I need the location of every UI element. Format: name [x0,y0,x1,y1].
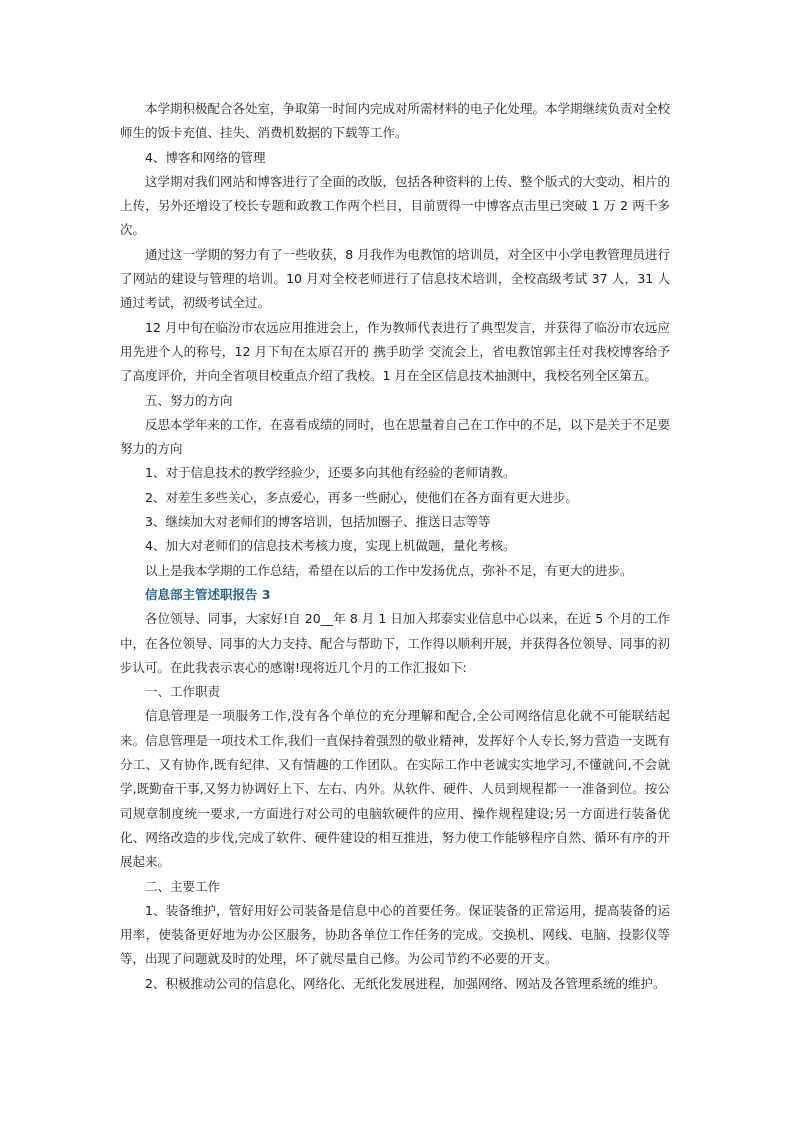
paragraph-reflection: 反思本学年来的工作，在喜看成绩的同时，也在思量着自己在工作中的不足，以下是关于不足要努力的方向 [120,416,671,457]
paragraph-conclusion: 以上是我本学期的工作总结，希望在以后的工作中发扬优点，弥补不足，有更大的进步。 [145,562,633,578]
section-main-work: 二、主要工作 [145,878,221,894]
section-direction: 五、努力的方向 [145,392,233,408]
paragraph-informatization: 2、积极推动公司的信息化、网络化、无纸化发展进程，加强网络、网站及各管理系统的维护。 [145,975,666,991]
paragraph-card-management: 本学期积极配合各处室，争取第一时间内完成对所需材料的电子化处理。本学期继续负责对全校师生的饭卡充值、挂失、消费机数据的下载等工作。 [120,101,671,141]
section-duties: 一、工作职责 [145,684,221,700]
list-item-3: 3、继续加大对老师们的博客培训，包括加圈子、推送日志等等 [145,514,491,530]
paragraph-training: 通过这一学期的努力有了一些收获，8 月我作为电教馆的培训员，对全区中小学电教管理员进行了网站的建设与管理的培训。10 月对全校老师进行了信息技术培训，全校高级考试 37 人，31 人通过考试，初级考试全过。 [120,246,670,311]
paragraph-greeting: 各位领导、同事，大家好!自 20__年 8 月 1 日加入邦泰实业信息中心以来，在近 5 个月的工作中，在各位领导、同事的大力支持、配合与帮助下，工作得以顺利开展，并获得各位领导、同事的初步认可。在此我表示衷心的感谢!现将近几个月的工作汇报如下: [120,611,671,675]
list-item-1: 1、对于信息技术的教学经验少，还要多向其他有经验的老师请教。 [145,465,516,481]
list-item-4: 4、加大对老师们的信息技术考核力度，实现上机做题，量化考核。 [145,538,516,554]
paragraph-awards: 12 月中旬在临汾市农远应用推进会上，作为教师代表进行了典型发言，并获得了临汾市农远应用先进个人的称号，12 月下旬在太原召开的 携手助学 交流会上，省电教馆郭主任对我校博客给予了高度评价，并向全省项目校重点介绍了我校。1 月在全区信息技术抽测中，我校名列全区第五。 [120,319,670,384]
section-blog-network: 4、博客和网络的管理 [145,149,266,165]
list-item-2: 2、对差生多些关心，多点爱心，再多一些耐心，使他们在各方面有更大进步。 [145,489,578,505]
document-page [120,97,670,996]
paragraph-blog-revision: 这学期对我们网站和博客进行了全面的改版，包括各种资料的上传、整个版式的大变动、相片的上传，另外还增设了校长专题和政教工作两个栏目，目前贾得一中博客点击里已突破 1 万 2 两千多次。 [120,173,671,238]
report-title: 信息部主管述职报告 3 [145,586,271,602]
paragraph-info-management: 信息管理是一项服务工作,没有各个单位的充分理解和配合,全公司网络信息化就不可能联结起来。信息管理是一项技术工作,我们一直保持着强烈的敬业精神，发挥好个人专长,努力营造一支既有分工、又有协作,既有纪律、又有情趣的工作团队。在实际工作中老诚实实地学习,不懂就问,不会就学,既勤奋干事,又努力协调好上下、左右、内外。从软件、硬件、人员到规程都一一准备到位。按公司规章制度统一要求,一方面进行对公司的电脑软硬件的应用、操作规程建设;另一方面进行装备优化、网络改造的步伐,完成了软件、硬件建设的相互推进，努力使工作能够程序自然、循环有序的开展起来。 [120,708,670,870]
paragraph-equipment-maintenance: 1、装备维护，管好用好公司装备是信息中心的首要任务。保证装备的正常运用，提高装备的运用率，使装备更好地为办公区服务，协助各单位工作任务的完成。交换机、网线、电脑、投影仪等等，出现了问题就及时的处理，坏了就尽量自己修。为公司节约不必要的开支。 [120,902,670,967]
